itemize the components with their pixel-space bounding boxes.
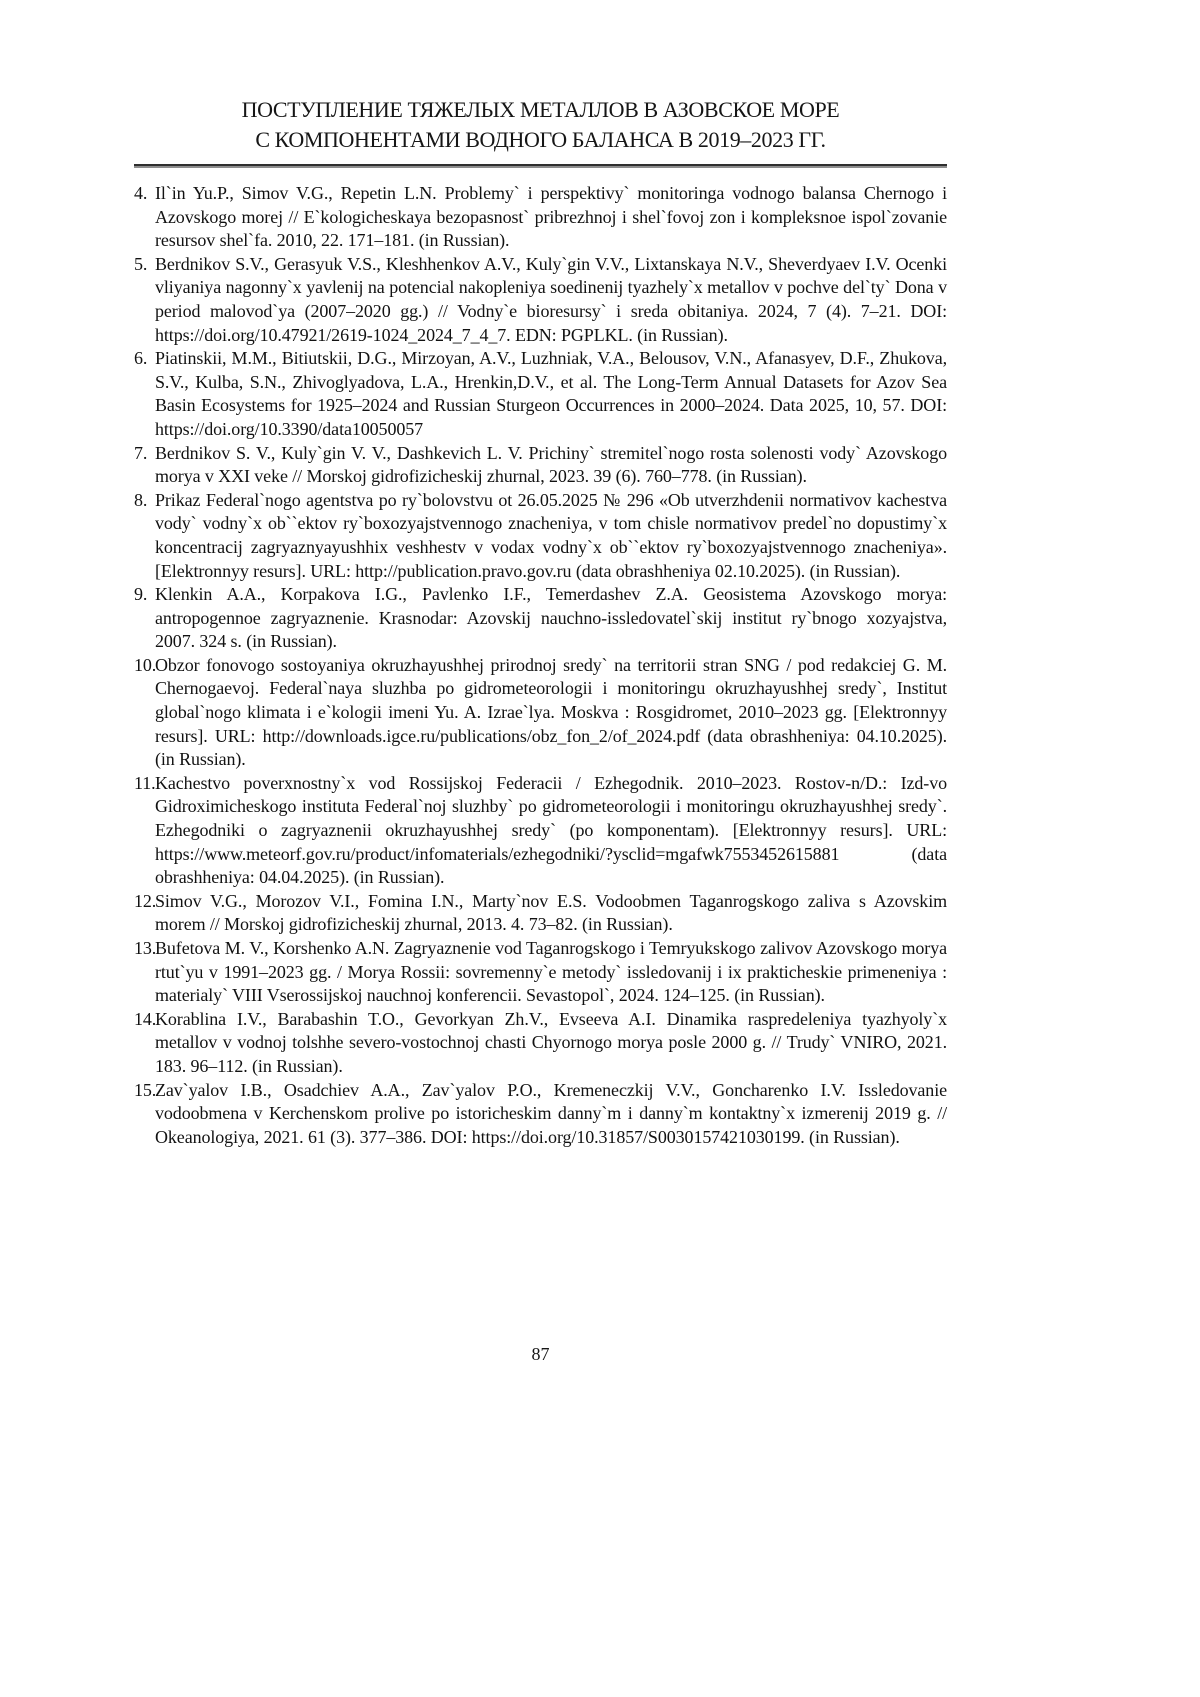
reference-text: Korablina I.V., Barabashin T.O., Gevorkyan Zh.V., Evseeva A.I. Dinamika raspredeleniya tyazhyoly`x metallov v vodnoj tolshhe severo-vostochnoj chasti Chyornogo morya posle 2000 g. // Trudy` VNIRO, 2021. 183. 96–112. (in Russian). — [155, 1008, 947, 1076]
page-content — [134, 0, 947, 1149]
reference-item-4 — [134, 182, 947, 253]
reference-text: Obzor fonovogo sostoyaniya okruzhayushhej prirodnoj sredy` na territorii stran SNG / pod redakciej G. M. Chernogaevoj. Federal`naya sluzhba po gidrometeorologii i monitoringu okruzhayushhej sredy`, Institut global`nogo klimata i e`kologii imeni Yu. A. Izrae`lya. Moskva : Rosgidromet, 2010–2023 gg. [Elektronnyy resurs]. URL: http://downloads.igce.ru/publications/obz_fon_2/of_2024.pdf (data obrashheniya: 04.10.2025). (in Russian). — [155, 654, 947, 770]
reference-text: Kachestvo poverxnostny`x vod Rossijskoj Federacii / Ezhegodnik. 2010–2023. Rostov-n/D.: Izd-vo Gidroximicheskogo instituta Federal`noj sluzhby` po gidrometeorologii i monitoringu okruzhayushhej sredy`. Ezhegodniki o zagryaznenii okruzhayushhej sredy` (po komponentam). [Elektronnyy resurs]. URL: https://www.meteorf.gov.ru/product/infomaterials/ezhegodniki/?ysclid=mgafwk7553452615881 (data obrashheniya: 04.04.2025). (in Russian). — [155, 772, 947, 888]
reference-number: 12. — [134, 890, 157, 911]
running-head — [134, 95, 947, 155]
reference-text: Bufetova M. V., Korshenko A.N. Zagryaznenie vod Taganrogskogo i Temryukskogo zalivov Azovskogo morya rtut`yu v 1991–2023 gg. / Morya Rossii: sovremenny`e metody` issledovanij i ix prakticheskie primeneniya : materialy` VIII Vserossijskoj nauchnoj konferencii. Sevastopol`, 2024. 124–125. (in Russian). — [155, 938, 947, 1006]
reference-text: Piatinskii, M.M., Bitiutskii, D.G., Mirzoyan, A.V., Luzhniak, V.A., Belousov, V.N., Afanasyev, D.F., Zhukova, S.V., Kulba, S.N., Zhivoglyadova, L.A., Hrenkin,D.V., et al. The Long-Term Annual Datasets for Azov Sea Basin Ecosystems for 1925–2024 and Russian Sturgeon Occurrences in 2000–2024. Data 2025, 10, 57. DOI: https://doi.org/10.3390/data10050057 — [155, 348, 947, 439]
reference-text: Il`in Yu.P., Simov V.G., Repetin L.N. Problemy` i perspektivy` monitoringa vodnogo balansa Chernogo i Azovskogo morej // E`kologicheskaya bezopasnost` pribrezhnoj i shel`fovoj zon i kompleksnoe ispol`zovanie resursov shel`fa. 2010, 22. 171–181. (in Russian). — [155, 183, 947, 251]
reference-number: 6. — [134, 348, 148, 369]
reference-item-10 — [134, 654, 947, 772]
reference-number: 5. — [134, 253, 148, 274]
reference-text: Simov V.G., Morozov V.I., Fomina I.N., Marty`nov E.S. Vodoobmen Taganrogskogo zaliva s Azovskim morem // Morskoj gidrofizicheskij zhurnal, 2013. 4. 73–82. (in Russian). — [155, 890, 947, 935]
running-head-line-1: ПОСТУПЛЕНИЕ ТЯЖЕЛЫХ МЕТАЛЛОВ В АЗОВСКОЕ МОРЕ — [241, 97, 840, 122]
reference-item-7 — [134, 442, 947, 489]
reference-number: 10. — [134, 654, 157, 675]
page-number: 87 — [531, 1344, 550, 1364]
reference-item-15 — [134, 1079, 947, 1150]
reference-number: 13. — [134, 938, 157, 958]
header-rule — [134, 164, 947, 168]
reference-text: Zav`yalov I.B., Osadchiev A.A., Zav`yalov P.O., Kremeneczkij V.V., Goncharenko I.V. Issledovanie vodoobmena v Kerchenskom prolive po istoricheskim danny`m i danny`m kontaktny`x izmerenij 2019 g. // Okeanologiya, 2021. 61 (3). 377–386. DOI: https://doi.org/10.31857/S0030157421030199. (in Russian). — [155, 1079, 947, 1147]
reference-list — [134, 182, 947, 1149]
reference-item-6 — [134, 347, 947, 441]
reference-number: 15. — [134, 1079, 157, 1100]
reference-number: 4. — [134, 183, 148, 203]
reference-number: 8. — [134, 489, 148, 510]
reference-item-12 — [134, 890, 947, 937]
reference-item-8 — [134, 489, 947, 583]
reference-item-14 — [134, 1008, 947, 1079]
running-head-line-2: С КОМПОНЕНТАМИ ВОДНОГО БАЛАНСА В 2019–2023 ГГ. — [255, 127, 826, 152]
reference-item-11 — [134, 772, 947, 890]
reference-number: 9. — [134, 584, 148, 605]
reference-item-9 — [134, 583, 947, 654]
reference-number: 11. — [134, 772, 156, 793]
reference-text: Berdnikov S. V., Kuly`gin V. V., Dashkevich L. V. Prichiny` stremitel`nogo rosta solenosti vody` Azovskogo morya v XXI veke // Morskoj gidrofizicheskij zhurnal, 2023. 39 (6). 760–778. (in Russian). — [155, 442, 947, 487]
reference-item-5 — [134, 253, 947, 347]
reference-text: Berdnikov S.V., Gerasyuk V.S., Kleshhenkov A.V., Kuly`gin V.V., Lixtanskaya N.V., Sheverdyaev I.V. Ocenki vliyaniya nagonny`x yavlenij na potencial nakopleniya soedinenij tyazhely`x metallov v pochve del`ty` Dona v period malovod`ya (2007–2020 gg.) // Vodny`e bioresursy` i sreda obitaniya. 2024, 7 (4). 7–21. DOI: https://doi.org/10.47921/2619-1024_2024_7_4_7. EDN: PGPLKL. (in Russian). — [155, 253, 947, 345]
reference-text: Prikaz Federal`nogo agentstva po ry`bolovstvu ot 26.05.2025 № 296 «Ob utverzhdenii normativov kachestva vody` vodny`x ob``ektov ry`boxozyajstvennogo znacheniya, v tom chisle normativov predel`no dopustimy`x koncentracij zagryaznyayushhix veshhestv v vodax vodny`x ob``ektov ry`boxozyajstvennogo znacheniya». [Elektronnyy resurs]. URL: http://publication.pravo.gov.ru (data obrashheniya 02.10.2025). (in Russian). — [155, 489, 947, 581]
reference-number: 14. — [134, 1008, 157, 1029]
reference-text: Klenkin A.A., Korpakova I.G., Pavlenko I.F., Temerdashev Z.A. Geosistema Azovskogo morya: antropogennoe zagryaznenie. Krasnodar: Azovskij nauchno-issledovatel`skij institut ry`bnogo xozyajstva, 2007. 324 s. (in Russian). — [155, 584, 947, 652]
reference-number: 7. — [134, 442, 148, 463]
reference-item-13 — [134, 937, 947, 1008]
